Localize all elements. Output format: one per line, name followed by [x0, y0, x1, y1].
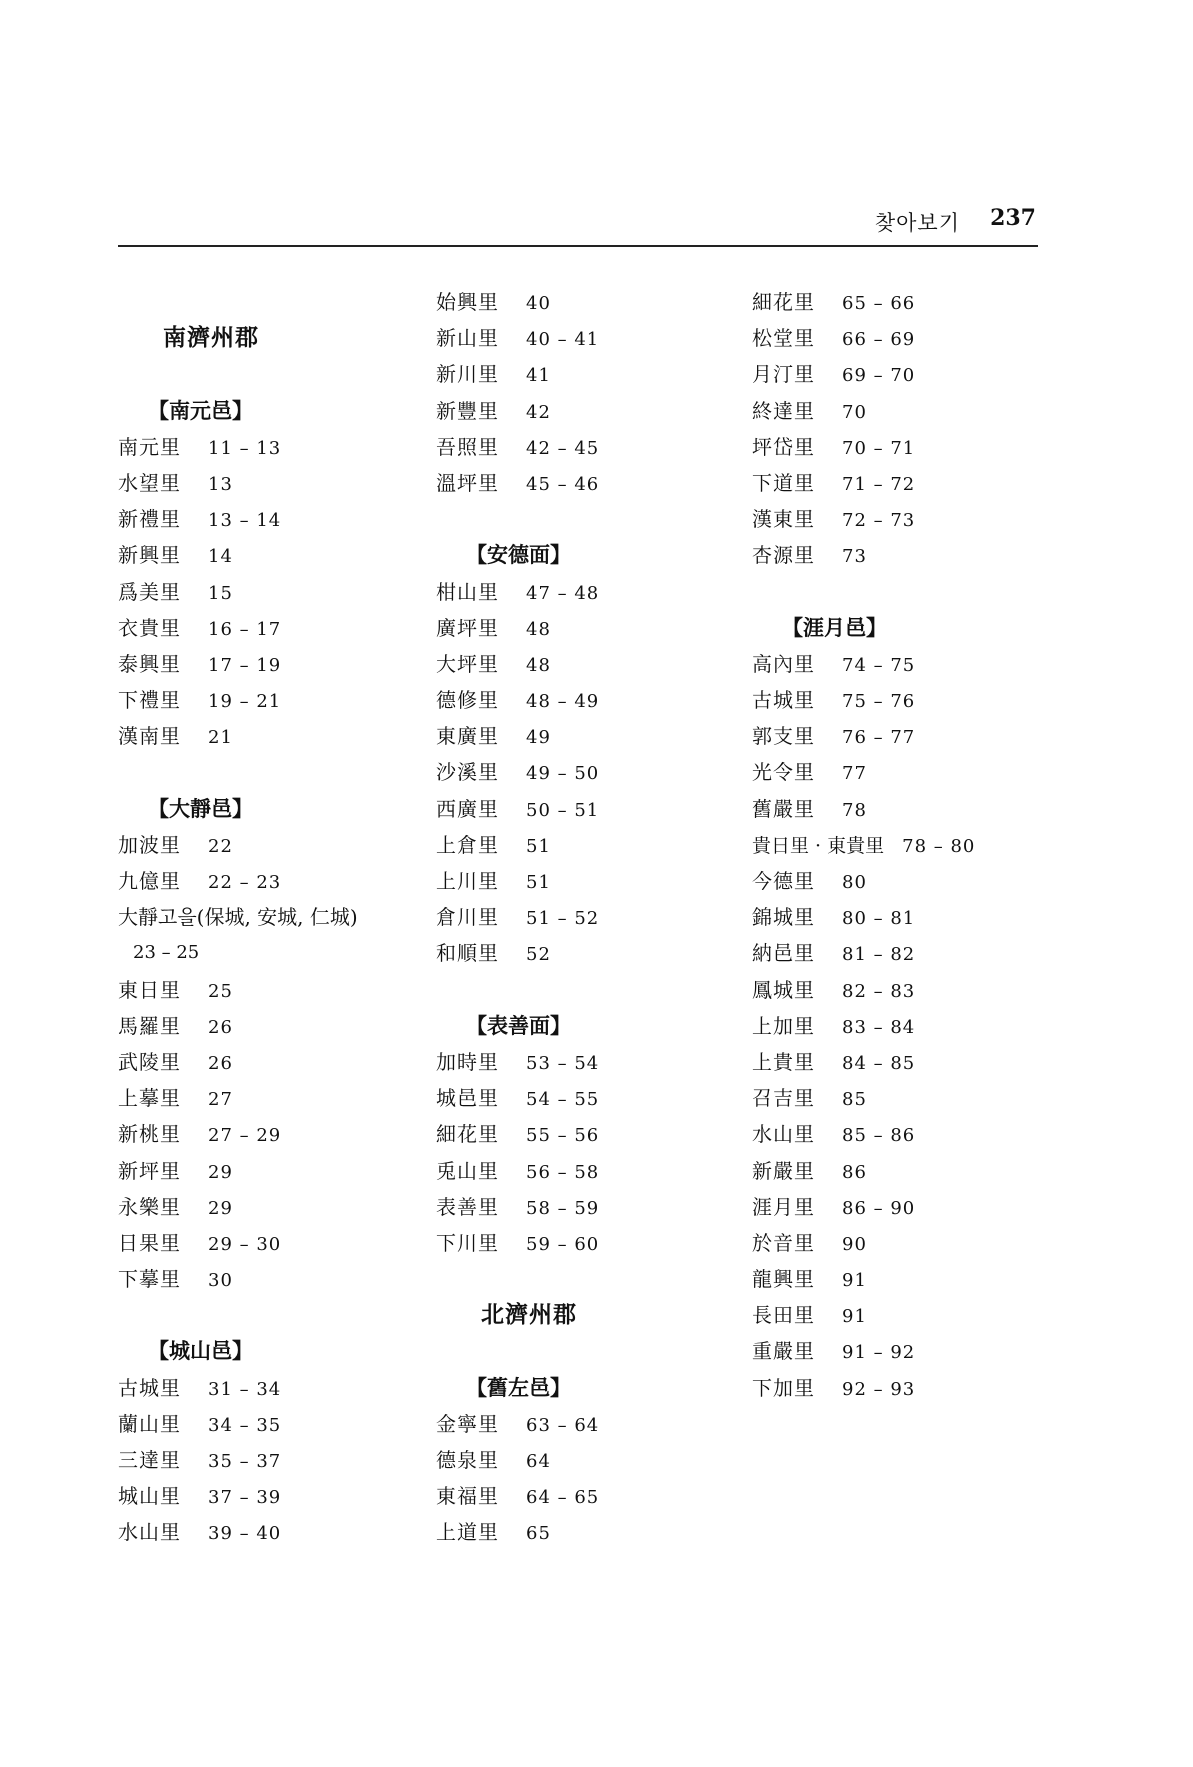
page-range: 29 [208, 1197, 233, 1219]
village-name: 和順里 [436, 941, 499, 966]
page-range: 49 – 50 [526, 763, 600, 785]
index-entry [752, 935, 1052, 971]
village-name: 新嚴里 [752, 1158, 815, 1183]
village-name: 古城里 [752, 688, 815, 713]
index-entry [118, 1116, 408, 1152]
index-entry [436, 863, 726, 899]
village-name: 三達里 [118, 1448, 181, 1472]
page-range: 13 [208, 473, 233, 495]
page-range: 63 – 64 [526, 1414, 600, 1436]
index-entry [436, 284, 726, 320]
county-heading: 北濟州郡 [481, 1301, 577, 1329]
index-entry [436, 1153, 726, 1189]
village-name: 松堂里 [752, 326, 815, 351]
village-name: 日果里 [118, 1230, 181, 1255]
index-entry [118, 429, 408, 465]
index-entry [118, 718, 408, 754]
header-title: 찾아보기 [874, 211, 960, 235]
index-entry [436, 1189, 726, 1225]
village-name: 新山里 [436, 326, 499, 351]
page-range: 86 – 90 [842, 1197, 916, 1219]
index-entry [436, 1406, 726, 1442]
village-name: 吾照里 [436, 434, 499, 459]
index-entry [436, 320, 726, 356]
village-name: 武陵里 [118, 1049, 181, 1074]
index-entry [436, 1116, 726, 1152]
village-name: 舊嚴里 [752, 796, 815, 821]
index-entry [118, 501, 408, 537]
page-range: 65 – 66 [842, 293, 916, 314]
index-entry [436, 718, 726, 754]
page-range: 11 – 13 [208, 437, 282, 459]
village-name: 水望里 [118, 470, 181, 495]
index-entry [752, 646, 1052, 682]
index-entry [436, 1044, 726, 1080]
page-range: 64 [526, 1451, 551, 1472]
village-name: 坪岱里 [752, 434, 815, 459]
district-heading: 【表善面】 [466, 1012, 571, 1038]
index-entry-text: 大靜고을(保城, 安城, 仁城) [118, 905, 358, 930]
index-entry [118, 646, 408, 682]
page-range: 51 [526, 835, 551, 857]
index-entry [752, 465, 1052, 501]
index-entry [118, 537, 408, 573]
district-heading: 【城山邑】 [148, 1338, 253, 1364]
village-name: 郭支里 [752, 724, 815, 749]
page-range: 52 [526, 944, 551, 966]
index-entry-pages-continued: 23 – 25 [133, 942, 200, 964]
spacer [436, 1261, 726, 1297]
village-name: 細花里 [436, 1122, 499, 1147]
village-name: 城邑里 [436, 1086, 499, 1111]
page-range: 34 – 35 [208, 1414, 282, 1436]
village-name: 龍興里 [752, 1267, 815, 1292]
index-entry [118, 972, 408, 1008]
village-name: 今德里 [752, 869, 815, 893]
village-name: 水山里 [118, 1520, 181, 1545]
page-range: 50 – 51 [526, 799, 600, 821]
village-name: 下加里 [752, 1375, 815, 1400]
page-range: 26 [208, 1052, 233, 1074]
page-range: 14 [208, 546, 233, 568]
page-range: 47 – 48 [526, 582, 600, 604]
district-heading: 【南元邑】 [148, 397, 253, 423]
village-name: 南元里 [118, 434, 181, 459]
village-name: 加波里 [118, 832, 181, 857]
index-entry [752, 1116, 1052, 1152]
index-entry [752, 1008, 1052, 1044]
index-entry [436, 827, 726, 863]
page-range: 66 – 69 [842, 329, 916, 351]
village-name: 東福里 [436, 1484, 499, 1509]
index-entry [118, 1514, 408, 1550]
index-entry [436, 682, 726, 718]
village-name: 水山里 [752, 1122, 815, 1147]
index-entry [118, 1225, 408, 1261]
county-heading: 南濟州郡 [163, 324, 259, 352]
village-name: 下摹里 [118, 1267, 181, 1292]
village-name: 重嚴里 [752, 1339, 815, 1364]
index-entry [436, 754, 726, 790]
village-name: 鳳城里 [752, 977, 815, 1002]
village-name: 表善里 [436, 1194, 499, 1219]
index-entry [752, 1189, 1052, 1225]
page-range: 51 [526, 872, 551, 893]
page-range: 42 [526, 401, 551, 423]
page-range: 22 [208, 835, 233, 857]
village-name: 涯月里 [752, 1194, 815, 1219]
village-name: 加時里 [436, 1049, 499, 1074]
spacer [436, 972, 726, 1008]
village-name: 下川里 [436, 1230, 499, 1255]
index-entry [118, 1478, 408, 1514]
village-name: 杏源里 [752, 543, 815, 568]
village-name: 廣坪里 [436, 615, 499, 640]
page-range: 82 – 83 [842, 980, 916, 1002]
page-range: 78 [842, 799, 867, 821]
index-entry [752, 899, 1052, 935]
index-entry [118, 1261, 408, 1297]
index-entry [752, 1225, 1052, 1261]
index-column-1 [118, 284, 408, 1551]
page-range: 31 – 34 [208, 1378, 282, 1400]
page-range: 80 [842, 872, 867, 893]
page-range: 40 – 41 [526, 329, 600, 351]
village-name: 東廣里 [436, 724, 499, 749]
village-name: 終達里 [752, 398, 815, 423]
page-range: 42 – 45 [526, 437, 600, 459]
page-range: 80 – 81 [842, 908, 916, 930]
page-range: 51 – 52 [526, 908, 600, 930]
page-range: 40 [526, 293, 551, 314]
page-range: 19 – 21 [208, 691, 282, 713]
page-range: 72 – 73 [842, 510, 916, 532]
page-range: 48 – 49 [526, 691, 600, 713]
village-name: 上川里 [436, 869, 499, 893]
village-name: 永樂里 [118, 1194, 181, 1219]
page-range: 53 – 54 [526, 1052, 600, 1074]
page-range: 83 – 84 [842, 1016, 916, 1038]
page-range: 48 [526, 654, 551, 676]
village-name: 金寧里 [436, 1411, 499, 1436]
index-entry [436, 1225, 726, 1261]
index-entry [752, 682, 1052, 718]
index-entry [118, 1442, 408, 1478]
page-header [118, 205, 1038, 247]
page-range: 35 – 37 [208, 1451, 282, 1472]
village-name: 長田里 [752, 1303, 815, 1328]
village-name: 光令里 [752, 760, 815, 785]
village-name: 上倉里 [436, 832, 499, 857]
index-entry [752, 429, 1052, 465]
index-entry [752, 754, 1052, 790]
index-entry [118, 574, 408, 610]
spacer [436, 501, 726, 537]
district-heading: 【安德面】 [466, 542, 571, 568]
village-name: 新川里 [436, 362, 499, 387]
district-heading: 【涯月邑】 [782, 614, 887, 640]
village-name: 漢南里 [118, 724, 181, 749]
index-entry [436, 1478, 726, 1514]
village-name: 上摹里 [118, 1086, 181, 1111]
index-entry [752, 393, 1052, 429]
page-range: 86 [842, 1161, 867, 1183]
village-name: 九億里 [118, 869, 181, 893]
index-entry [118, 682, 408, 718]
index-entry [752, 537, 1052, 573]
index-entry [752, 972, 1052, 1008]
page-range: 27 [208, 1089, 233, 1111]
index-entry [118, 1080, 408, 1116]
page-range: 54 – 55 [526, 1089, 600, 1111]
index-entry [436, 646, 726, 682]
village-name: 德修里 [436, 688, 499, 713]
page-range: 37 – 39 [208, 1487, 282, 1509]
village-name: 錦城里 [752, 905, 815, 930]
page-range: 39 – 40 [208, 1523, 282, 1545]
page-range: 55 – 56 [526, 1125, 600, 1147]
page-range: 74 – 75 [842, 654, 916, 676]
page-range: 65 [526, 1523, 551, 1545]
index-entry [118, 827, 408, 863]
village-name: 貴日里 · 東貴里 [752, 834, 885, 857]
index-entry [436, 791, 726, 827]
index-entry [752, 1261, 1052, 1297]
village-name: 上道里 [436, 1520, 499, 1545]
page-range: 78 – 80 [902, 835, 976, 857]
page-range: 13 – 14 [208, 510, 282, 532]
page-range: 73 [842, 546, 867, 568]
spacer [118, 1297, 408, 1333]
village-name: 大坪里 [436, 651, 499, 676]
page-range: 56 – 58 [526, 1161, 600, 1183]
index-entry [436, 1080, 726, 1116]
village-name: 衣貴里 [118, 615, 181, 640]
village-name: 新禮里 [118, 507, 181, 532]
index-entry [436, 465, 726, 501]
page-range: 49 [526, 727, 551, 749]
index-entry [752, 1044, 1052, 1080]
district-heading: 【舊左邑】 [466, 1374, 571, 1400]
village-name: 新桃里 [118, 1122, 181, 1147]
index-entry [752, 1333, 1052, 1369]
page-range: 90 [842, 1233, 867, 1255]
village-name: 漢東里 [752, 507, 815, 532]
spacer [436, 1333, 726, 1369]
village-name: 沙溪里 [436, 760, 499, 785]
index-entry [436, 899, 726, 935]
page-range: 45 – 46 [526, 473, 600, 495]
page-number: 237 [990, 205, 1036, 231]
page-range: 75 – 76 [842, 691, 916, 713]
village-name: 下禮里 [118, 688, 181, 713]
index-entry [752, 501, 1052, 537]
village-name: 東日里 [118, 977, 181, 1002]
page-range: 92 – 93 [842, 1378, 916, 1400]
village-name: 納邑里 [752, 941, 815, 966]
village-name: 倉川里 [436, 905, 499, 930]
page-range: 15 [208, 582, 233, 604]
spacer [752, 574, 1052, 610]
index-entry [752, 1297, 1052, 1333]
village-name: 馬羅里 [118, 1013, 181, 1038]
page-range: 91 – 92 [842, 1342, 916, 1364]
village-name: 溫坪里 [436, 470, 499, 495]
index-entry [752, 827, 1052, 863]
index-entry [752, 1153, 1052, 1189]
page-range: 81 – 82 [842, 944, 916, 966]
index-entry [752, 863, 1052, 899]
index-entry [118, 863, 408, 899]
page-range: 29 – 30 [208, 1233, 282, 1255]
village-name: 新興里 [118, 543, 181, 568]
index-entry [752, 791, 1052, 827]
village-name: 爲美里 [118, 579, 181, 604]
index-entry [118, 465, 408, 501]
page-range: 85 – 86 [842, 1125, 916, 1147]
page-range: 76 – 77 [842, 727, 916, 749]
village-name: 城山里 [118, 1484, 181, 1509]
village-name: 下道里 [752, 470, 815, 495]
village-name: 細花里 [752, 290, 815, 314]
index-entry [752, 320, 1052, 356]
page-range: 29 [208, 1161, 233, 1183]
index-entry [118, 1406, 408, 1442]
page-range: 71 – 72 [842, 473, 916, 495]
page-range: 85 [842, 1089, 867, 1111]
page-range: 70 – 71 [842, 437, 916, 459]
page-range: 59 – 60 [526, 1233, 600, 1255]
index-entry [436, 1442, 726, 1478]
village-name: 始興里 [436, 290, 499, 314]
page-range: 84 – 85 [842, 1052, 916, 1074]
page-range: 58 – 59 [526, 1197, 600, 1219]
index-entry [752, 1080, 1052, 1116]
page-range: 91 [842, 1306, 867, 1328]
page-range: 22 – 23 [208, 872, 282, 893]
index-entry [752, 718, 1052, 754]
index-entry [118, 1189, 408, 1225]
page-range: 77 [842, 763, 867, 785]
page-range: 30 [208, 1270, 233, 1292]
page-range: 41 [526, 365, 551, 387]
village-name: 新坪里 [118, 1158, 181, 1183]
page-range: 16 – 17 [208, 618, 282, 640]
index-entry [118, 1044, 408, 1080]
village-name: 高內里 [752, 651, 815, 676]
village-name: 西廣里 [436, 796, 499, 821]
district-heading: 【大靜邑】 [148, 795, 253, 821]
index-entry [436, 610, 726, 646]
index-entry [118, 1370, 408, 1406]
page-range: 70 [842, 401, 867, 423]
village-name: 古城里 [118, 1375, 181, 1400]
village-name: 柑山里 [436, 579, 499, 604]
index-entry [752, 1370, 1052, 1406]
index-column-3 [752, 284, 1052, 1406]
index-entry [752, 356, 1052, 392]
page-range: 21 [208, 727, 233, 749]
page-range: 25 [208, 980, 233, 1002]
index-entry [436, 393, 726, 429]
page-range: 69 – 70 [842, 365, 916, 387]
index-entry [118, 1008, 408, 1044]
village-name: 新豐里 [436, 398, 499, 423]
village-name: 蘭山里 [118, 1411, 181, 1436]
page-range: 91 [842, 1270, 867, 1292]
index-entry [436, 356, 726, 392]
index-entry [436, 1514, 726, 1550]
village-name: 泰興里 [118, 651, 181, 676]
index-column-2 [436, 284, 726, 1551]
page-range: 64 – 65 [526, 1487, 600, 1509]
village-name: 上貴里 [752, 1049, 815, 1074]
spacer [118, 284, 408, 320]
spacer [118, 356, 408, 392]
spacer [118, 754, 408, 790]
page-range: 27 – 29 [208, 1125, 282, 1147]
village-name: 於音里 [752, 1230, 815, 1255]
index-entry [752, 284, 1052, 320]
village-name: 兎山里 [436, 1158, 499, 1183]
index-entry [436, 429, 726, 465]
index-entry [436, 935, 726, 971]
index-entry [118, 1153, 408, 1189]
index-entry [436, 574, 726, 610]
village-name: 上加里 [752, 1013, 815, 1038]
village-name: 月汀里 [752, 362, 815, 387]
page-range: 17 – 19 [208, 654, 282, 676]
page-range: 26 [208, 1016, 233, 1038]
page-range: 48 [526, 618, 551, 640]
village-name: 德泉里 [436, 1448, 499, 1472]
village-name: 召吉里 [752, 1086, 815, 1111]
index-entry [118, 610, 408, 646]
